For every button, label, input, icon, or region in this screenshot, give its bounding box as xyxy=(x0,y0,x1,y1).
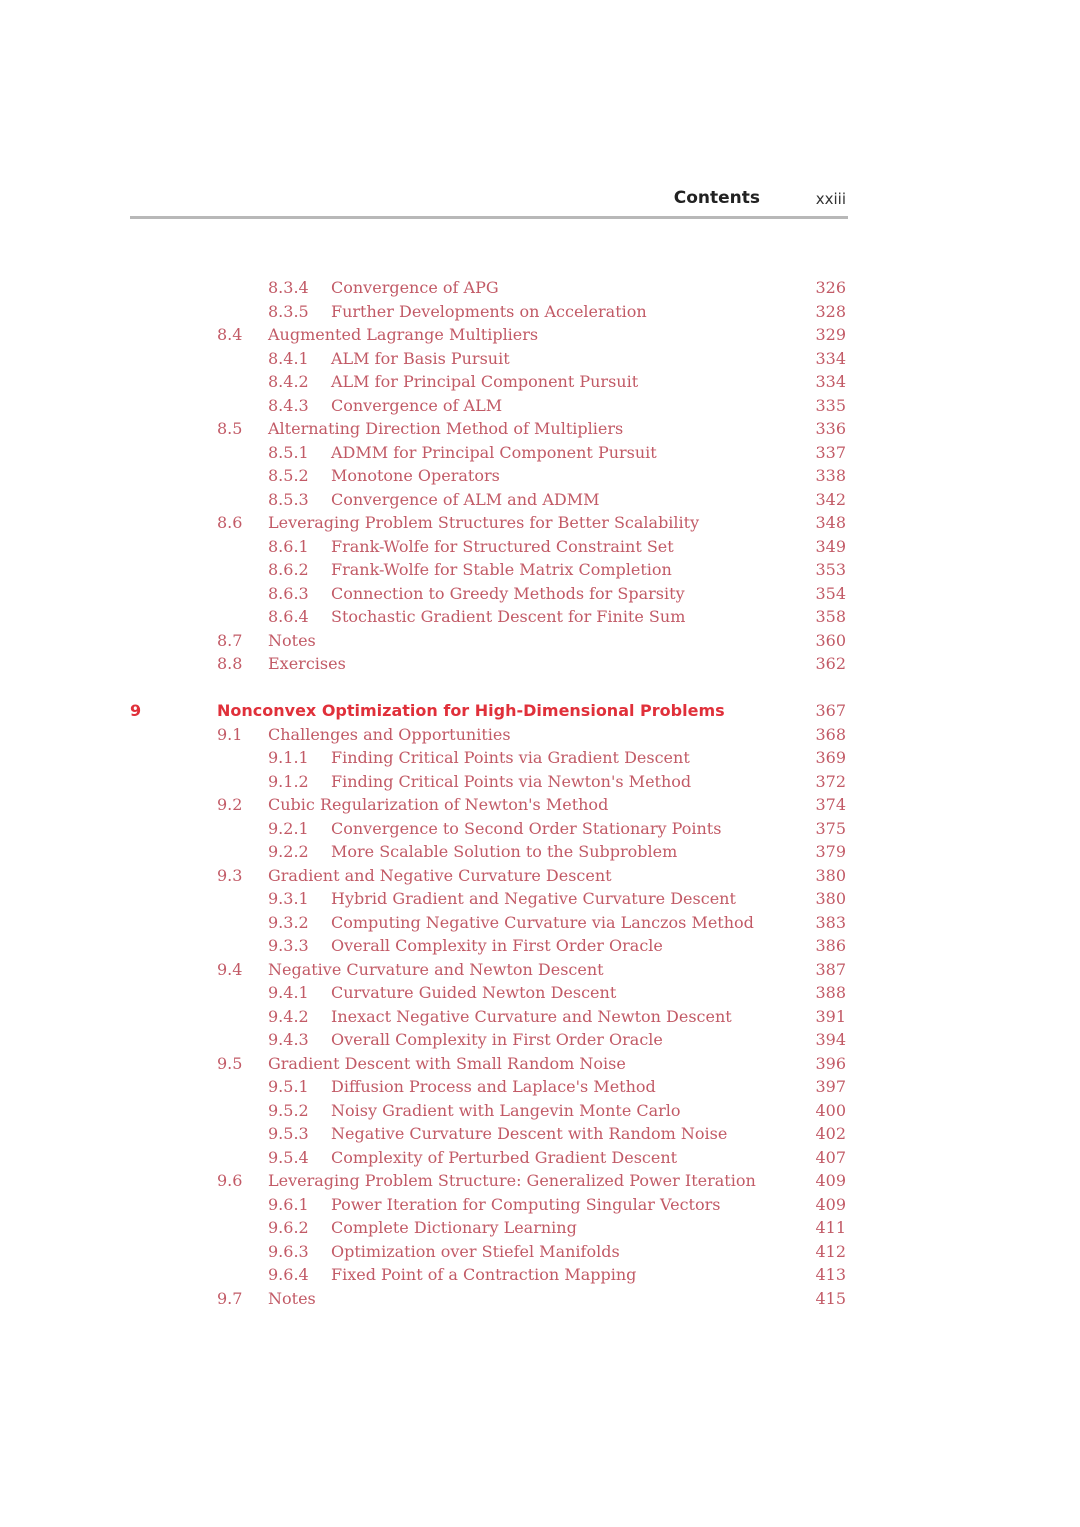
toc-entry-title[interactable]: Convergence of APG xyxy=(331,278,499,297)
toc-entry-title[interactable]: Power Iteration for Computing Singular Vectors xyxy=(331,1194,721,1214)
toc-subsection-row[interactable] xyxy=(0,464,1080,488)
toc-entry-number: 8.6 xyxy=(217,513,243,532)
toc-entry-title[interactable]: Alternating Direction Method of Multipliers xyxy=(268,419,624,438)
toc-entry-page: 402 xyxy=(815,1124,846,1143)
toc-entry-page: 396 xyxy=(815,1053,846,1073)
toc-entry-page: 386 xyxy=(815,936,846,955)
toc-entry-title[interactable]: ALM for Principal Component Pursuit xyxy=(331,372,639,391)
toc-subsection-row[interactable] xyxy=(0,1028,1080,1052)
running-header xyxy=(130,188,848,212)
toc-subsection-row[interactable] xyxy=(0,1099,1080,1123)
toc-entry-page: 375 xyxy=(815,818,846,838)
toc-entry-page: 358 xyxy=(815,607,846,626)
toc-subsection-row[interactable] xyxy=(0,746,1080,770)
toc-entry-title[interactable]: Further Developments on Acceleration xyxy=(331,301,647,321)
toc-section-row[interactable] xyxy=(0,1052,1080,1076)
toc-entry-page: 372 xyxy=(815,771,846,791)
toc-entry-page: 349 xyxy=(815,536,846,556)
toc-entry-title[interactable]: Curvature Guided Newton Descent xyxy=(331,983,617,1002)
header-rule xyxy=(130,216,848,219)
toc-entry-page: 334 xyxy=(815,372,846,391)
toc-entry-title[interactable]: ADMM for Principal Component Pursuit xyxy=(331,442,657,462)
toc-entry-page: 407 xyxy=(815,1147,846,1167)
toc-subsection-row[interactable] xyxy=(0,1146,1080,1170)
toc-entry-title[interactable]: Exercises xyxy=(268,654,346,673)
toc-subsection-row[interactable] xyxy=(0,441,1080,465)
toc-entry-page: 336 xyxy=(815,419,846,438)
toc-entry-number: 8.4.1 xyxy=(268,348,309,368)
toc-section-row[interactable] xyxy=(0,629,1080,653)
toc-entry-page: 367 xyxy=(815,701,846,720)
toc-entry-title[interactable]: Notes xyxy=(268,1288,316,1308)
toc-entry-page: 348 xyxy=(815,513,846,532)
toc-entry-page: 394 xyxy=(815,1030,846,1049)
toc-entry-title[interactable]: Convergence of ALM and ADMM xyxy=(331,489,600,509)
toc-entry-number: 9.6.3 xyxy=(268,1241,309,1261)
toc-entry-page: 411 xyxy=(815,1218,846,1237)
toc-entry-title[interactable]: Complete Dictionary Learning xyxy=(331,1218,577,1237)
toc-entry-page: 353 xyxy=(815,560,846,579)
toc-entry-title[interactable]: Optimization over Stiefel Manifolds xyxy=(331,1241,620,1261)
toc-entry-page: 380 xyxy=(815,889,846,908)
toc-entry-page: 326 xyxy=(815,278,846,297)
toc-entry-number: 9.5 xyxy=(217,1053,243,1073)
toc-entry-number: 8.6.4 xyxy=(268,607,309,626)
toc-entry-title[interactable]: ALM for Basis Pursuit xyxy=(331,348,510,368)
toc-subsection-row[interactable] xyxy=(0,887,1080,911)
toc-entry-page: 328 xyxy=(815,301,846,321)
toc-subsection-row[interactable] xyxy=(0,582,1080,606)
toc-entry-number: 9.6.4 xyxy=(268,1265,309,1284)
toc-subsection-row[interactable] xyxy=(0,934,1080,958)
toc-subsection-row[interactable] xyxy=(0,840,1080,864)
toc-section-row[interactable] xyxy=(0,1287,1080,1311)
toc-entry-title[interactable]: Augmented Lagrange Multipliers xyxy=(268,325,539,344)
toc-section-row[interactable] xyxy=(0,793,1080,817)
toc-subsection-row[interactable] xyxy=(0,911,1080,935)
toc-entry-title[interactable]: More Scalable Solution to the Subproblem xyxy=(331,842,678,861)
toc-subsection-row[interactable] xyxy=(0,1075,1080,1099)
toc-entry-number: 9.5.3 xyxy=(268,1124,309,1143)
toc-entry-title[interactable]: Frank-Wolfe for Structured Constraint Set xyxy=(331,536,674,556)
toc-entry-number: 9.6 xyxy=(217,1171,243,1190)
toc-subsection-row[interactable] xyxy=(0,370,1080,394)
toc-subsection-row[interactable] xyxy=(0,1122,1080,1146)
toc-entry-number: 8.4.3 xyxy=(268,395,309,415)
toc-entry-page: 383 xyxy=(815,912,846,932)
toc-entry-number: 9.1 xyxy=(217,724,243,744)
toc-section-row[interactable] xyxy=(0,958,1080,982)
toc-entry-page: 413 xyxy=(815,1265,846,1284)
toc-entry-page: 397 xyxy=(815,1077,846,1096)
toc-entry-title[interactable]: Convergence to Second Order Stationary Points xyxy=(331,818,722,838)
table-of-contents xyxy=(0,276,1080,1310)
toc-entry-title[interactable]: Gradient Descent with Small Random Noise xyxy=(268,1053,626,1073)
toc-subsection-row[interactable] xyxy=(0,488,1080,512)
toc-entry-page: 342 xyxy=(815,489,846,509)
toc-entry-number: 8.3.5 xyxy=(268,301,309,321)
toc-entry-page: 337 xyxy=(815,442,846,462)
toc-entry-page: 379 xyxy=(815,842,846,861)
toc-entry-title[interactable]: Inexact Negative Curvature and Newton Descent xyxy=(331,1006,732,1026)
toc-section-row[interactable] xyxy=(0,323,1080,347)
toc-subsection-row[interactable] xyxy=(0,1005,1080,1029)
toc-entry-number: 8.6.2 xyxy=(268,560,309,579)
toc-entry-number: 9.1.2 xyxy=(268,771,309,791)
toc-entry-title[interactable]: Challenges and Opportunities xyxy=(268,724,511,744)
running-header-page-number: xxiii xyxy=(815,190,846,208)
toc-entry-title[interactable]: Nonconvex Optimization for High-Dimensional Problems xyxy=(217,701,725,720)
toc-entry-title[interactable]: Computing Negative Curvature via Lanczos Method xyxy=(331,912,754,932)
toc-entry-title[interactable]: Connection to Greedy Methods for Sparsity xyxy=(331,583,685,603)
toc-entry-number: 9.4 xyxy=(217,959,243,979)
toc-entry-page: 374 xyxy=(815,795,846,814)
toc-section-row[interactable] xyxy=(0,511,1080,535)
toc-entry-number: 8.4 xyxy=(217,325,243,344)
toc-entry-title[interactable]: Gradient and Negative Curvature Descent xyxy=(268,865,612,885)
toc-entry-page: 412 xyxy=(815,1241,846,1261)
toc-entry-number: 9.2.2 xyxy=(268,842,309,861)
toc-entry-title[interactable]: Hybrid Gradient and Negative Curvature Descent xyxy=(331,889,736,908)
toc-section-row[interactable] xyxy=(0,417,1080,441)
toc-entry-number: 8.5.1 xyxy=(268,442,309,462)
toc-entry-title[interactable]: Overall Complexity in First Order Oracle xyxy=(331,1030,663,1049)
toc-entry-number: 8.5 xyxy=(217,419,243,438)
toc-entry-page: 362 xyxy=(815,654,846,673)
toc-entry-page: 354 xyxy=(815,583,846,603)
toc-entry-number: 9.6.2 xyxy=(268,1218,309,1237)
toc-subsection-row[interactable] xyxy=(0,558,1080,582)
toc-entry-number: 9.2 xyxy=(217,795,243,814)
toc-entry-title[interactable]: Noisy Gradient with Langevin Monte Carlo xyxy=(331,1100,681,1120)
toc-entry-page: 409 xyxy=(815,1194,846,1214)
toc-entry-page: 387 xyxy=(815,959,846,979)
toc-subsection-row[interactable] xyxy=(0,276,1080,300)
toc-entry-number: 9.7 xyxy=(217,1288,243,1308)
toc-entry-number: 9.3.2 xyxy=(268,912,309,932)
toc-subsection-row[interactable] xyxy=(0,300,1080,324)
toc-subsection-row[interactable] xyxy=(0,394,1080,418)
toc-subsection-row[interactable] xyxy=(0,1240,1080,1264)
toc-entry-page: 388 xyxy=(815,983,846,1002)
toc-entry-number: 9.5.2 xyxy=(268,1100,309,1120)
toc-entry-number: 9.4.1 xyxy=(268,983,309,1002)
toc-subsection-row[interactable] xyxy=(0,770,1080,794)
toc-entry-number: 9.4.2 xyxy=(268,1006,309,1026)
toc-subsection-row[interactable] xyxy=(0,535,1080,559)
toc-entry-title[interactable]: Diffusion Process and Laplace's Method xyxy=(331,1077,656,1096)
toc-subsection-row[interactable] xyxy=(0,605,1080,629)
toc-entry-number: 8.3.4 xyxy=(268,278,309,297)
toc-entry-number: 8.7 xyxy=(217,630,243,650)
toc-entry-page: 400 xyxy=(815,1100,846,1120)
toc-entry-number: 9 xyxy=(130,701,142,720)
toc-entry-number: 8.5.2 xyxy=(268,466,309,485)
toc-entry-title[interactable]: Negative Curvature Descent with Random Noise xyxy=(331,1124,728,1143)
toc-subsection-row[interactable] xyxy=(0,1216,1080,1240)
toc-entry-page: 338 xyxy=(815,466,846,485)
toc-entry-title[interactable]: Overall Complexity in First Order Oracle xyxy=(331,936,663,955)
toc-entry-number: 8.6.3 xyxy=(268,583,309,603)
toc-entry-number: 8.8 xyxy=(217,654,243,673)
toc-entry-title[interactable]: Finding Critical Points via Newton's Method xyxy=(331,771,692,791)
toc-entry-title[interactable]: Monotone Operators xyxy=(331,466,500,485)
toc-entry-title[interactable]: Frank-Wolfe for Stable Matrix Completion xyxy=(331,560,672,579)
toc-entry-number: 8.5.3 xyxy=(268,489,309,509)
toc-section-row[interactable] xyxy=(0,1169,1080,1193)
toc-entry-number: 9.3.3 xyxy=(268,936,309,955)
toc-subsection-row[interactable] xyxy=(0,1263,1080,1287)
toc-entry-number: 8.4.2 xyxy=(268,372,309,391)
toc-entry-number: 9.1.1 xyxy=(268,748,309,767)
toc-entry-page: 409 xyxy=(815,1171,846,1190)
toc-entry-title[interactable]: Fixed Point of a Contraction Mapping xyxy=(331,1265,637,1284)
toc-entry-page: 360 xyxy=(815,630,846,650)
toc-entry-number: 9.2.1 xyxy=(268,818,309,838)
toc-entry-page: 368 xyxy=(815,724,846,744)
toc-entry-title[interactable]: Leveraging Problem Structures for Better Scalability xyxy=(268,513,700,532)
toc-entry-number: 9.4.3 xyxy=(268,1030,309,1049)
toc-entry-title[interactable]: Finding Critical Points via Gradient Descent xyxy=(331,748,690,767)
toc-entry-number: 9.5.1 xyxy=(268,1077,309,1096)
toc-entry-page: 415 xyxy=(815,1288,846,1308)
toc-entry-number: 9.6.1 xyxy=(268,1194,309,1214)
toc-entry-number: 8.6.1 xyxy=(268,536,309,556)
toc-entry-page: 380 xyxy=(815,865,846,885)
toc-entry-number: 9.5.4 xyxy=(268,1147,309,1167)
toc-entry-title[interactable]: Notes xyxy=(268,630,316,650)
toc-entry-title[interactable]: Negative Curvature and Newton Descent xyxy=(268,959,604,979)
toc-entry-number: 9.3 xyxy=(217,865,243,885)
toc-entry-title[interactable]: Cubic Regularization of Newton's Method xyxy=(268,795,609,814)
toc-subsection-row[interactable] xyxy=(0,981,1080,1005)
toc-chapter-row[interactable] xyxy=(0,699,1080,723)
toc-entry-page: 329 xyxy=(815,325,846,344)
toc-entry-title[interactable]: Convergence of ALM xyxy=(331,395,503,415)
toc-entry-number: 9.3.1 xyxy=(268,889,309,908)
running-header-title: Contents xyxy=(673,188,760,208)
toc-entry-page: 369 xyxy=(815,748,846,767)
toc-section-row[interactable] xyxy=(0,723,1080,747)
toc-entry-page: 391 xyxy=(815,1006,846,1026)
toc-entry-page: 335 xyxy=(815,395,846,415)
toc-subsection-row[interactable] xyxy=(0,1193,1080,1217)
toc-entry-title[interactable]: Stochastic Gradient Descent for Finite Sum xyxy=(331,607,686,626)
toc-section-row[interactable] xyxy=(0,864,1080,888)
toc-section-row[interactable] xyxy=(0,652,1080,676)
toc-subsection-row[interactable] xyxy=(0,817,1080,841)
toc-entry-page: 334 xyxy=(815,348,846,368)
toc-entry-title[interactable]: Complexity of Perturbed Gradient Descent xyxy=(331,1147,678,1167)
toc-entry-title[interactable]: Leveraging Problem Structure: Generalized Power Iteration xyxy=(268,1171,756,1190)
toc-subsection-row[interactable] xyxy=(0,347,1080,371)
